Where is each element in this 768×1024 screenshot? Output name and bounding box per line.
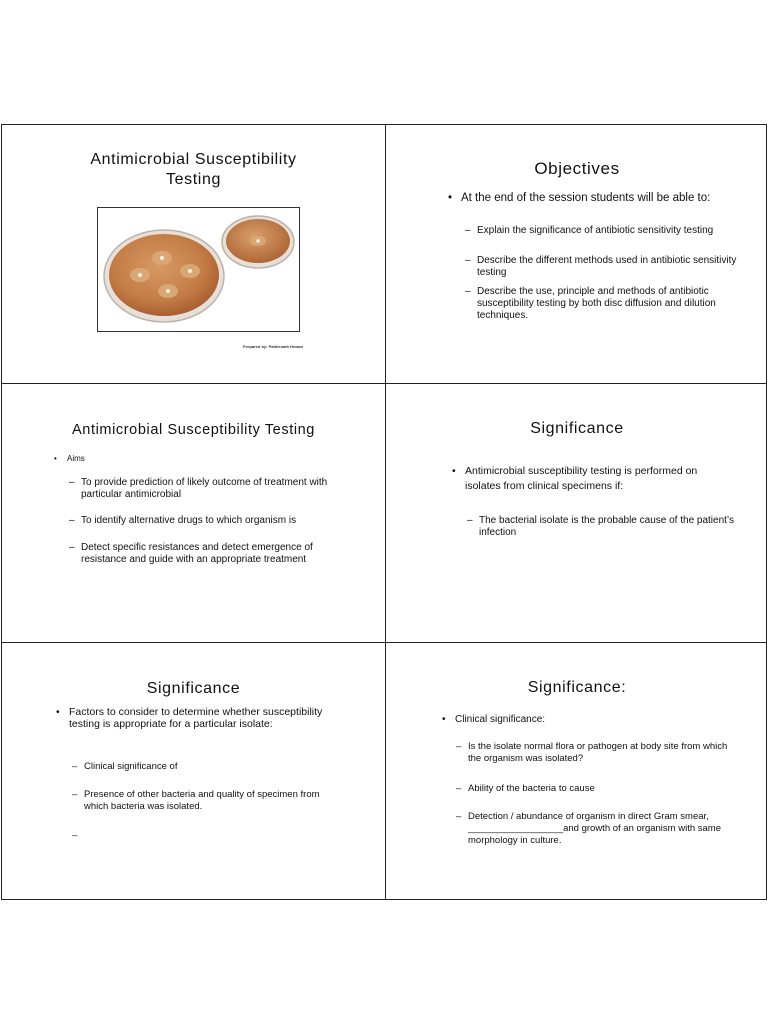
handout-grid [1,124,767,900]
sub-bullet: – Is the isolate normal flora or pathogen at body site from which the organism was isolated? [456,741,733,765]
petri-dish-image [98,208,297,329]
bullet: • Factors to consider to determine whether susceptibility testing is appropriate for a particular isolate: [56,706,339,730]
slide-2-title: Objectives [534,159,620,178]
bullet: • Antimicrobial susceptibility testing is performed on isolates from clinical specimens if: [452,464,735,494]
slide-1 [2,125,385,383]
petri-dish-photo [97,207,300,332]
sub-bullet: – Presence of other bacteria and quality of specimen from which bacteria was isolated. [72,789,344,813]
author-credit: Prepared by: Pathlenath Hewan [243,344,304,349]
bullet: • At the end of the session students will be able to: [448,191,726,206]
slide-4-title: Significance [530,420,624,437]
bullet: • Clinical significance: [442,714,725,726]
sub-bullet: – Detect specific resistances and detect emergence of resistance and guide with an appropriate treatment [69,542,351,566]
slide-5-title: Significance [146,680,241,697]
sub-bullet: – Explain the significance of antibiotic sensitivity testing [465,225,737,237]
sub-bullet: – The bacterial isolate is the probable cause of the patient’s infection [467,515,744,539]
title-line-2: Testing [166,171,221,188]
sub-bullet: – To provide prediction of likely outcome of treatment with particular antimicrobial [69,477,351,501]
slide-1-title [2,150,385,190]
slide-6-title: Significance: [527,679,627,696]
sub-bullet: – Describe the use, principle and methods of antibiotic susceptibility testing by both disc diffusion and dilution techniques. [465,286,737,322]
bullet: • Aims [54,453,85,465]
slide-5 [2,643,385,901]
slide-3-title: Antimicrobial Susceptibility Testing [72,422,315,438]
slide-3 [2,384,385,642]
slide-6 [386,643,768,901]
sub-bullet: – Clinical significance of [72,761,354,773]
sub-bullet: – Ability of the bacteria to cause [456,783,733,795]
slide-4 [386,384,768,642]
sub-bullet: – Describe the different methods used in antibiotic sensitivity testing [465,255,737,279]
title-line-1: Antimicrobial Susceptibility [90,151,297,168]
sub-bullet: – Detection / abundance of organism in direct Gram smear, __________________and growth of an organism with same morphology in culture. [456,811,733,847]
sub-bullet: – To identify alternative drugs to which organism is [69,515,361,527]
slide-2 [386,125,768,383]
